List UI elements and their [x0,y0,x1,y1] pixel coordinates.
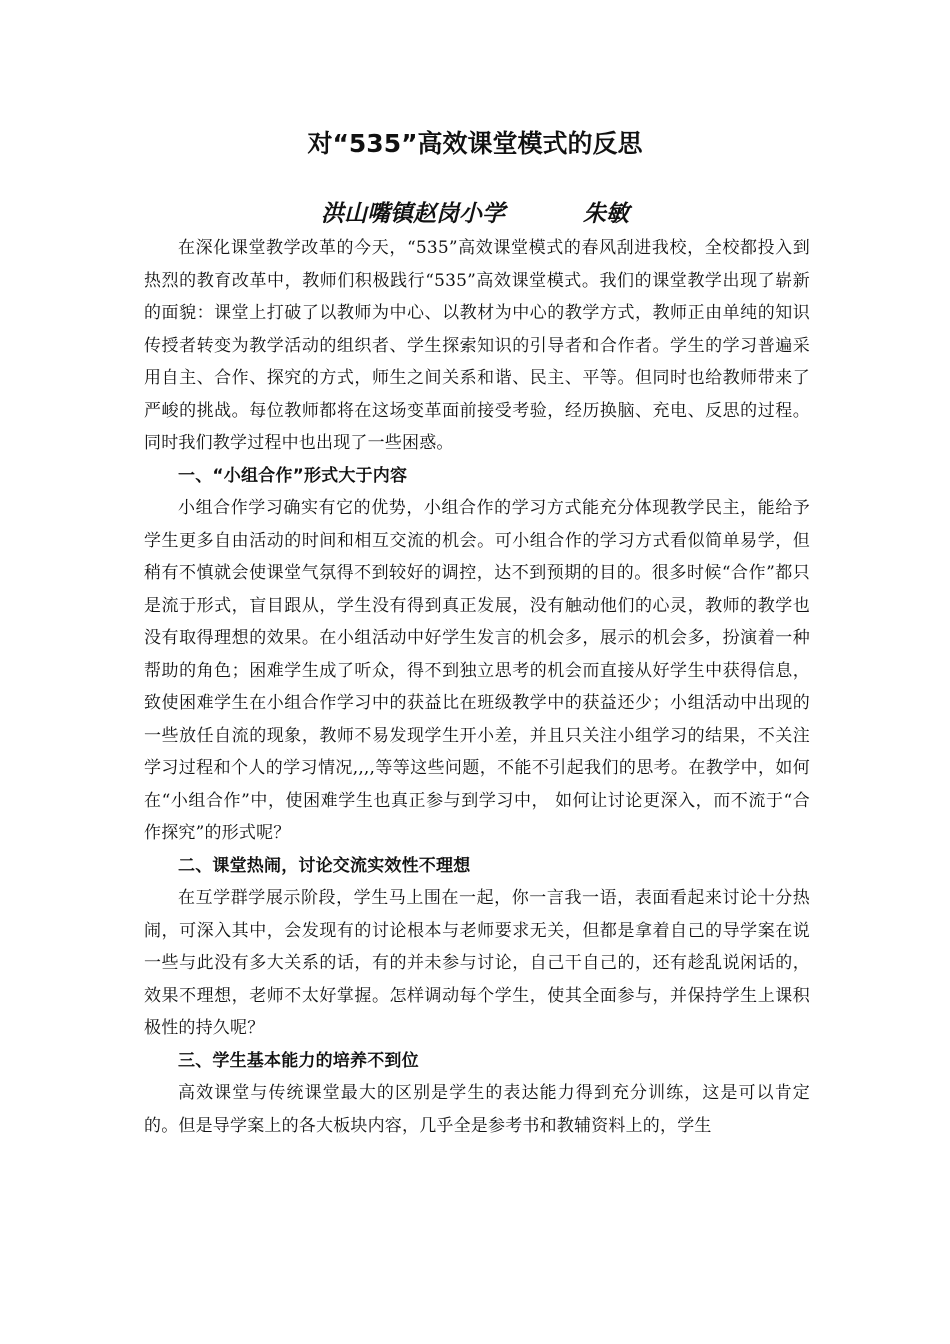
author-byline [0,196,950,232]
section-paragraph-1: 小组合作学习确实有它的优势，小组合作的学习方式能充分体现教学民主，能给予学生更多自由活动的时间和相互交流的机会。可小组合作的学习方式看似简单易学，但稍有不慎就会使课堂气氛得不到较好的调控，达不到预期的目的。很多时候“合作”都只是流于形式，盲目跟从，学生没有得到真正发展，没有触动他们的心灵，教师的教学也没有取得理想的效果。在小组活动中好学生发言的机会多，展示的机会多，扮演着一种帮助的角色；困难学生成了听众，得不到独立思考的机会而直接从好学生中获得信息，致使困难学生在小组合作学习中的获益比在班级教学中的获益还少；小组活动中出现的一些放任自流的现象，教师不易发现学生开小差，并且只关注小组学习的结果，不关注学习过程和个人的学习情况,,,,等等这些问题，不能不引起我们的思考。在教学中，如何在“小组合作”中，使困难学生也真正参与到学习中， 如何让讨论更深入，而不流于“合作探究”的形式呢？ [144,498,810,843]
author-school: 洪山嘴镇赵岗小学 [321,201,505,227]
section-heading-1: 一、“小组合作”形式大于内容 [178,465,408,486]
document-body [144,232,810,1142]
page-title: 对“535”高效课堂模式的反思 [307,129,643,158]
intro-paragraph: 在深化课堂教学改革的今天，“535”高效课堂模式的春风刮进我校，全校都投入到热烈的教育改革中，教师们积极践行“535”高效课堂模式。我们的课堂教学出现了崭新的面貌：课堂上打破了以教师为中心、以教材为中心的教学方式，教师正由单纯的知识传授者转变为教学活动的组织者、学生探索知识的引导者和合作者。学生的学习普遍采用自主、合作、探究的方式，师生之间关系和谐、民主、平等。但同时也给教师带来了严峻的挑战。每位教师都将在这场变革面前接受考验，经历换脑、充电、反思的过程。同时我们教学过程中也出现了一些困惑。 [144,238,810,453]
section-paragraph-2: 在互学群学展示阶段，学生马上围在一起，你一言我一语，表面看起来讨论十分热闹，可深入其中，会发现有的讨论根本与老师要求无关，但都是拿着自己的导学案在说一些与此没有多大关系的话，有的并未参与讨论，自己干自己的，还有趁乱说闲话的，效果不理想，老师不太好掌握。怎样调动每个学生，使其全面参与，并保持学生上课积极性的持久呢？ [144,888,810,1038]
section-heading-2: 二、课堂热闹，讨论交流实效性不理想 [178,855,471,876]
section-paragraph-3: 高效课堂与传统课堂最大的区别是学生的表达能力得到充分训练，这是可以肯定的。但是导学案上的各大板块内容，几乎全是参考书和教辅资料上的，学生 [144,1083,810,1136]
section-heading-3: 三、学生基本能力的培养不到位 [178,1050,419,1071]
author-name: 朱敏 [583,201,629,227]
